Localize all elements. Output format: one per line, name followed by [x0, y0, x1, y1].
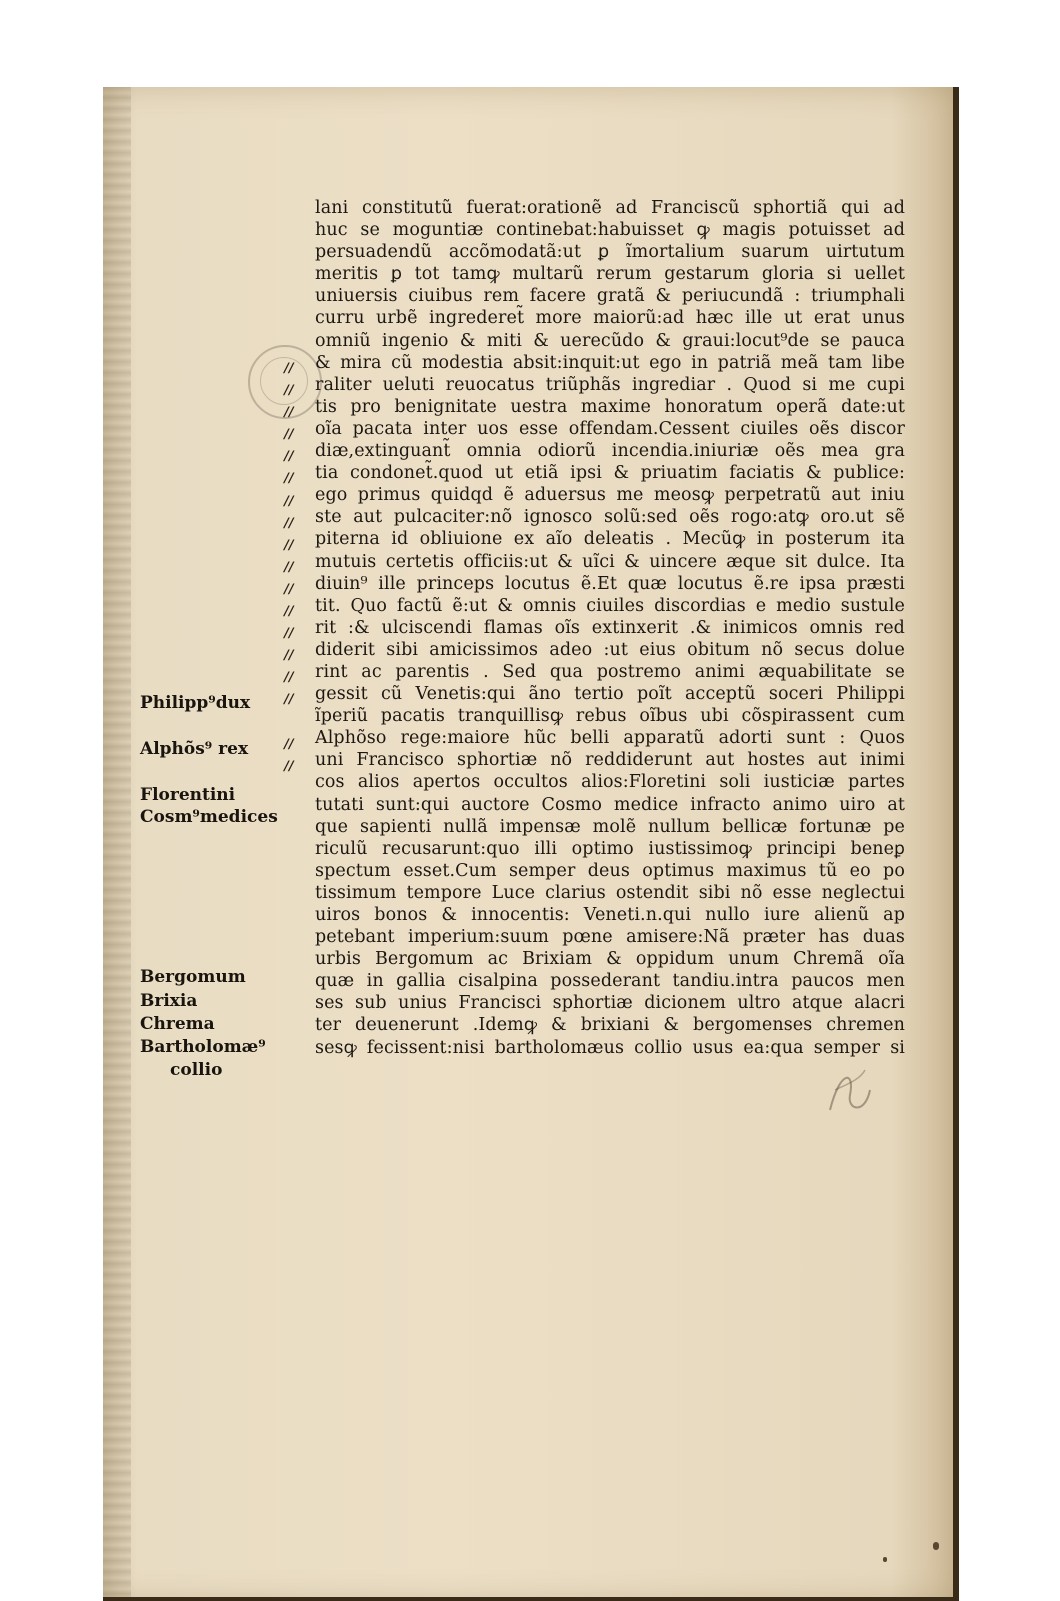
page-right-edge — [953, 87, 959, 1601]
line-mark — [284, 1198, 314, 1220]
text-line: diderit sibi amicissimos adeo :ut eius obitum nõ secus dolue — [315, 639, 905, 660]
line-mark: // — [284, 758, 294, 774]
text-line: tit. Quo factũ ẽ:ut & omnis ciuiles discordias e medio sustule — [315, 595, 905, 616]
line-mark: // — [284, 736, 294, 752]
text-line: tis pro benignitate uestra maxime honoratum operã date:ut — [315, 396, 905, 417]
marginal-note-collio: collio — [170, 1060, 223, 1080]
line-mark — [284, 778, 314, 800]
text-line: diuin⁹ ille princeps locutus ẽ.Et quæ locutus ẽ.re ipsa præsti — [315, 573, 905, 594]
text-line: tutati sunt:qui auctore Cosmo medice infracto animo uiro at — [315, 794, 905, 815]
line-mark — [284, 866, 314, 888]
text-line: lani constitutũ fuerat:orationẽ ad Franciscũ sphortiã qui ad — [315, 198, 905, 218]
line-mark: // — [284, 670, 294, 686]
marginal-note-brixia: Brixia — [140, 991, 198, 1011]
text-line: piterna id obliuione ex aĩo deleatis . Mecũꝙ in posterum ita — [315, 529, 905, 550]
line-mark — [284, 999, 314, 1021]
ink-speck — [883, 1557, 887, 1562]
text-line: cos alios apertos occultos alios:Floretini soli iusticiæ partes — [315, 772, 905, 793]
ink-flourish-icon — [825, 1060, 875, 1120]
text-line: ste aut pulcaciter:nõ ignosco solũ:sed oẽs rogo:atꝙ oro.ut sẽ — [315, 507, 905, 528]
line-mark — [284, 1021, 314, 1043]
line-mark — [284, 1043, 314, 1065]
line-mark: // — [284, 361, 294, 376]
marginal-note-alphonsus: Alphõs⁹ rex — [140, 739, 249, 759]
text-line: omniũ ingenio & miti & uerecũdo & graui:locut⁹de se pauca — [315, 330, 905, 351]
line-mark — [284, 712, 314, 734]
text-line: gessit cũ Venetis:qui ãno tertio poĩt acceptũ soceri Philippi — [315, 684, 905, 705]
text-line: uniuersis ciuibus rem facere gratã & periucundã : triumphali — [315, 286, 905, 307]
text-line: ĩperiũ pacatis tranquillisꝙ rebus oĩbus ubi cõspirassent cum — [315, 706, 905, 727]
main-text-block — [315, 197, 905, 1059]
marginal-note-philippus: Philipp⁹dux — [140, 693, 251, 713]
marginal-note-chrema: Chrema — [140, 1014, 215, 1034]
text-line: rit :& ulciscendi flamas oĩs extinxerit .& inimicos omnis red — [315, 617, 905, 638]
marginal-note-cosmus: Cosm⁹medices — [140, 807, 278, 827]
text-line: petebant imperium:suum pœne amisere:Nã præter has duas — [315, 927, 905, 948]
page-bottom-edge — [103, 1597, 959, 1601]
line-mark — [284, 1065, 314, 1087]
text-line: ego primus quidqd ẽ aduersus me meosꝙ perpetratũ aut iniu — [315, 485, 905, 506]
line-mark — [284, 1109, 314, 1131]
text-line: spectum esset.Cum semper deus optimus maximus tũ eo po — [315, 860, 905, 881]
text-line: ter deuenerunt .Idemꝙ & brixiani & bergomenses chremen — [315, 1015, 905, 1036]
line-mark: // — [284, 405, 294, 421]
text-line: oĩa pacata inter uos esse offendam.Cessent ciuiles oẽs discor — [315, 418, 905, 439]
line-mark — [284, 1131, 314, 1153]
line-mark: // — [284, 515, 294, 531]
line-mark — [284, 844, 314, 866]
text-line: Alphõso rege:maiore hũc belli apparatũ adorti sunt : Quos — [315, 728, 905, 749]
line-mark: // — [284, 471, 294, 487]
line-mark — [284, 822, 314, 844]
line-mark — [284, 910, 314, 932]
marginal-note-bartholomaeus: Bartholomæ⁹ — [140, 1037, 266, 1057]
text-line: raliter ueluti reuocatus triũphãs ingrediar . Quod si me cupi — [315, 374, 905, 395]
line-mark: // — [284, 427, 294, 443]
text-line: riculũ recusarunt:quo illi optimo iustissimoꝙ principi beneꝑ — [315, 838, 905, 859]
line-mark: // — [284, 604, 294, 620]
text-line: meritis ꝑ tot tamꝙ multarũ rerum gestarum gloria si uellet — [315, 264, 905, 285]
line-mark: // — [284, 626, 294, 642]
text-line: huc se moguntiæ continebat:habuisset ꝙ magis potuisset ad — [315, 220, 905, 241]
line-mark — [284, 955, 314, 977]
marginal-note-bergomum: Bergomum — [140, 967, 246, 987]
marginal-note-florentini: Florentini — [140, 785, 236, 805]
line-mark — [284, 800, 314, 822]
line-mark — [284, 932, 314, 954]
line-mark: // — [284, 449, 294, 465]
text-line: tissimum tempore Luce clarius ostendit sibi nõ esse neglectui — [315, 882, 905, 903]
text-line: uiros bonos & innocentis: Veneti.n.qui nullo iure alienũ ap — [315, 905, 905, 925]
ink-speck — [933, 1542, 939, 1550]
line-mark — [284, 1153, 314, 1175]
line-marks-column — [284, 358, 314, 1220]
text-line: diæ,extinguant̃ omnia odiorũ incendia.iniuriæ oẽs mea gra — [315, 441, 905, 462]
line-mark: // — [284, 559, 294, 575]
line-mark — [284, 977, 314, 999]
text-line: sesꝙ fecissent:nisi bartholomæus collio usus ea:qua semper si — [315, 1037, 905, 1058]
text-line: mutuis certetis officiis:ut & uĩci & uincere æque sit dulce. Ita — [315, 551, 905, 572]
text-line: ses sub unius Francisci sphortiæ dicionem ultro atque alacri — [315, 993, 905, 1014]
text-line: tia condonet̃.quod ut etiã ipsi & priuatim faciatis & publice: — [315, 463, 905, 484]
line-mark: // — [284, 581, 294, 597]
line-mark: // — [284, 537, 294, 553]
text-line: que sapienti nullã impensæ molẽ nullum bellicæ fortunæ pe — [315, 816, 905, 837]
text-line: uni Francisco sphortiæ nõ reddiderunt aut hostes aut inimi — [315, 750, 905, 771]
line-mark — [284, 1175, 314, 1197]
text-line: quæ in gallia cisalpina possederant tandiu.intra paucos men — [315, 971, 905, 992]
line-mark — [284, 1087, 314, 1109]
page-binding-edge — [103, 87, 131, 1601]
text-line: & mira cũ modestia absit:inquit:ut ego in patriã meã tam libe — [315, 352, 905, 373]
line-mark — [284, 888, 314, 910]
line-mark: // — [284, 383, 294, 399]
line-mark: // — [284, 493, 294, 509]
text-line: persuadendũ accõmodatã:ut ꝑ ĩmortalium suarum uirtutum — [315, 242, 905, 263]
line-mark: // — [284, 692, 294, 708]
text-line: urbis Bergomum ac Brixiam & oppidum unum Chremã oĩa — [315, 949, 905, 970]
text-line: rint ac parentis . Sed qua postremo animi æquabilitate se — [315, 661, 905, 682]
line-mark: // — [284, 648, 294, 664]
text-line: curru urbẽ ingrederet̃ more maiorũ:ad hæc ille ut erat unus — [315, 308, 905, 329]
